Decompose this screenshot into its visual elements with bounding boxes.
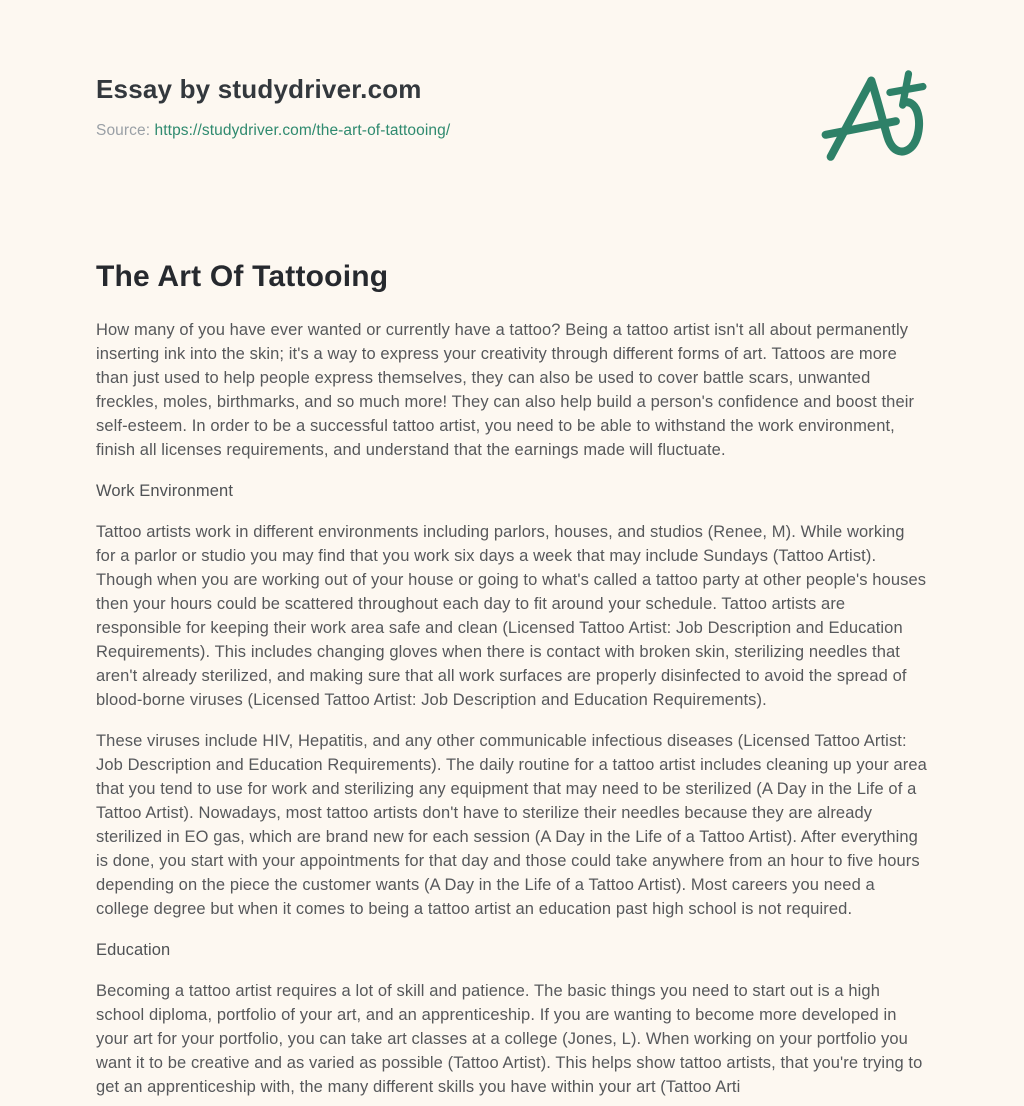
essay-paragraph: Tattoo artists work in different environments including parlors, houses, and studios (Renee, M). While working for a parlor or studio you may find that you work six days a week that may include Sundays (Tattoo Artist). Though when you are working out of your house or going to what's called a tattoo party at other people's houses then your hours could be scattered throughout each day to fit around your schedule. Tattoo artists are responsible for keeping their work area safe and clean (Licensed Tattoo Artist: Job Description and Education Requirements). This includes changing gloves when there is contact with broken skin, sterilizing needles that aren't already sterilized, and making sure that all work surfaces are properly disinfected to avoid the spread of blood-borne viruses (Licensed Tattoo Artist: Job Description and Education Requirements). xyxy=(96,523,927,709)
section-heading-education: Education xyxy=(96,941,171,959)
source-label: Source: xyxy=(96,122,151,139)
source-line xyxy=(96,121,928,141)
essay-paragraph: These viruses include HIV, Hepatitis, and any other communicable infectious diseases (Licensed Tattoo Artist: Job Description and Education Requirements). The daily routine for a tattoo artist includes cleaning up your area that you tend to use for work and sterilizing any equipment that may need to be sterilized (A Day in the Life of a Tattoo Artist). Nowadays, most tattoo artists don't have to sterilize their needles because they are already sterilized in EO gas, which are brand new for each session (A Day in the Life of a Tattoo Artist). After everything is done, you start with your appointments for that day and those could take anywhere from an hour to five hours depending on the piece the customer wants (A Day in the Life of a Tattoo Artist). Most careers you need a college degree but when it comes to being a tattoo artist an education past high school is not required. xyxy=(96,732,927,918)
essay-paragraph: How many of you have ever wanted or currently have a tattoo? Being a tattoo artist isn't all about permanently inserting ink into the skin; it's a way to express your creativity through different forms of art. Tattoos are more than just used to help people express themselves, they can also be used to cover battle scars, unwanted freckles, moles, birthmarks, and so much more! They can also help build a person's confidence and boost their self-esteem. In order to be a successful tattoo artist, you need to be able to withstand the work environment, finish all licenses requirements, and understand that the earnings made will fluctuate. xyxy=(96,321,915,459)
document-page xyxy=(96,0,928,1099)
site-title: Essay by studydriver.com xyxy=(96,74,422,104)
essay-paragraph: Becoming a tattoo artist requires a lot of skill and patience. The basic things you need to start out is a high school diploma, portfolio of your art, and an apprenticeship. If you are wanting to become more developed in your art for your portfolio, you can take art classes at a college (Jones, L). When working on your portfolio you want it to be creative and as varied as possible (Tattoo Artist). This helps show tattoo artists, that you're trying to get an apprenticeship with, the many different skills you have within your art (Tattoo Arti xyxy=(96,982,923,1096)
section-heading-work-environment: Work Environment xyxy=(96,482,234,500)
article-title: The Art Of Tattooing xyxy=(96,260,389,293)
document-header xyxy=(96,0,928,141)
source-link[interactable]: https://studydriver.com/the-art-of-tattooing/ xyxy=(154,122,451,139)
studydriver-a-plus-logo-icon xyxy=(818,66,928,168)
article-body xyxy=(96,318,928,1099)
